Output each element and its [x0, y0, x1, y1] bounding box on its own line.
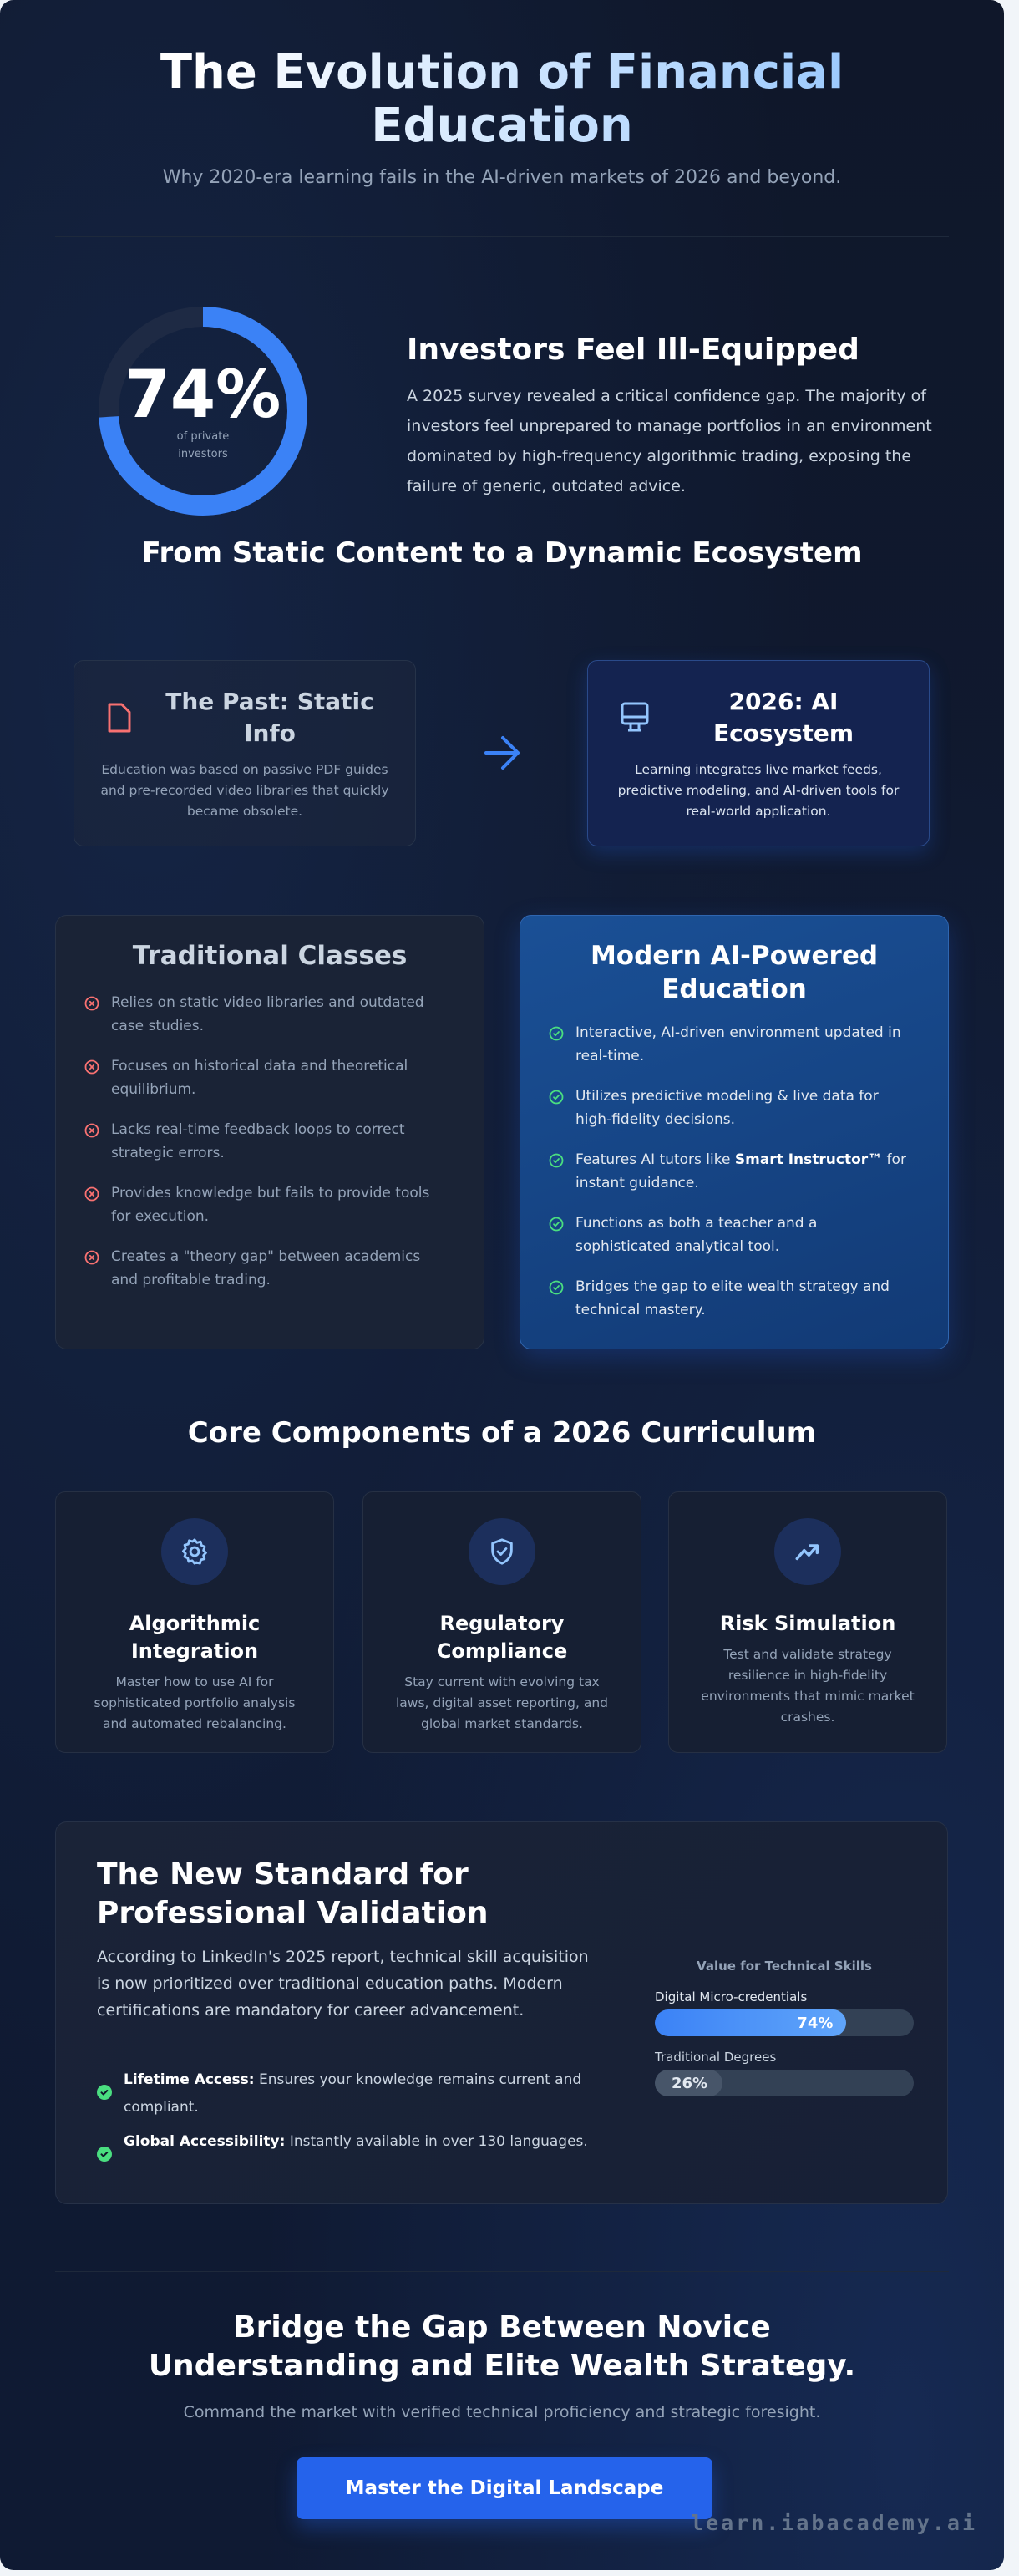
file-icon: [106, 701, 133, 738]
modern-title: Modern AI-Powered Education: [590, 941, 879, 1004]
stat-heading: Investors Feel Ill-Equipped: [407, 333, 859, 367]
list-item: [84, 991, 450, 1038]
past-desc: Education was based on passive PDF guides and pre-recorded video libraries that quickly became obsolete.: [100, 762, 389, 819]
traditional-classes-card: [55, 915, 484, 1349]
list-item-text: Bridges the gap to elite wealth strategy and technical mastery.: [575, 1278, 890, 1318]
modern-education-card: [520, 915, 949, 1349]
list-item-text: Interactive, AI-driven environment updated in real-time.: [575, 1024, 901, 1064]
shift-heading: From Static Content to a Dynamic Ecosystem: [141, 536, 863, 570]
core-card-risk: [668, 1491, 947, 1753]
shield-check-icon: [469, 1518, 535, 1585]
validation-bullet: [97, 2066, 598, 2121]
monitor-icon: [620, 701, 650, 738]
check-filled-icon: [97, 2147, 112, 2162]
check-circle-icon: [549, 1280, 564, 1295]
list-item: [84, 1054, 450, 1101]
core-card-regulatory: [362, 1491, 641, 1753]
bullet-desc: Instantly available in over 130 languages.: [285, 2133, 588, 2150]
validation-bullet: [97, 2128, 598, 2162]
bar-fill-micro-credentials: [655, 2009, 846, 2036]
arrow-right-icon: [483, 734, 523, 775]
traditional-list: [56, 973, 484, 1292]
check-circle-icon: [549, 1153, 564, 1168]
cta-heading: Bridge the Gap Between Novice Understanding and Elite Wealth Strategy.: [148, 2310, 856, 2383]
list-item: [84, 1181, 450, 1228]
list-item-text: Creates a "theory gap" between academics and profitable trading.: [111, 1248, 421, 1288]
check-filled-icon: [97, 2085, 112, 2100]
core-title: Regulatory Compliance: [436, 1612, 568, 1663]
past-card: [74, 660, 416, 846]
core-desc: Stay current with evolving tax laws, digital asset reporting, and global market standards.: [395, 1674, 609, 1731]
bullet-label: Lifetime Access:: [124, 2071, 255, 2088]
core-title: Risk Simulation: [719, 1612, 896, 1635]
bar-track-micro-credentials: [655, 2009, 914, 2036]
core-card-algorithmic: [55, 1491, 334, 1753]
list-item-text: Lacks real-time feedback loops to correct strategic errors.: [111, 1121, 405, 1161]
footer-url[interactable]: learn.iabacademy.ai: [691, 2511, 977, 2535]
page-subtitle: Why 2020-era learning fails in the AI-driven markets of 2026 and beyond.: [162, 167, 842, 188]
validation-body: According to LinkedIn's 2025 report, technical skill acquisition is now prioritized over traditional education paths. Modern certifications are mandatory for career advancement.: [97, 1948, 589, 2020]
ai-ecosystem-card: [587, 660, 930, 846]
core-desc: Test and validate strategy resilience in high-fidelity environments that mimic market crashes.: [701, 1647, 915, 1725]
stat-body: A 2025 survey revealed a critical confidence gap. The majority of investors feel unprepared to manage portfolios in an environment dominated by high-frequency algorithmic trading, exposing the failure of generic, outdated advice.: [407, 387, 932, 495]
list-item: [84, 1118, 450, 1165]
list-item-text: Focuses on historical data and theoretical equilibrium.: [111, 1058, 408, 1098]
past-title: The Past: Static Info: [165, 688, 374, 747]
core-desc: Master how to use AI for sophisticated portfolio analysis and automated rebalancing.: [94, 1674, 296, 1731]
gear-icon: [161, 1518, 228, 1585]
bar-label: Digital Micro-credentials: [655, 1989, 808, 2004]
chart-title: Value for Technical Skills: [697, 1959, 872, 1974]
check-circle-icon: [549, 1090, 564, 1105]
cta-subtitle: Command the market with verified technical proficiency and strategic foresight.: [183, 2403, 821, 2421]
validation-card: [55, 1821, 948, 2204]
list-item: [549, 1085, 915, 1131]
page-title: The Evolution of Financial Education: [0, 46, 1004, 153]
x-circle-icon: [84, 1186, 99, 1202]
list-item-text: [575, 1148, 915, 1195]
list-item-text-part: for instant guidance.: [575, 1151, 906, 1191]
list-item: [549, 1275, 915, 1322]
core-title: Algorithmic Integration: [129, 1612, 261, 1663]
bar-label: Traditional Degrees: [655, 2050, 777, 2065]
list-item-text: Utilizes predictive modeling & live data for high-fidelity decisions.: [575, 1088, 879, 1128]
list-item-text: Functions as both a teacher and a sophisticated analytical tool.: [575, 1215, 818, 1255]
x-circle-icon: [84, 1250, 99, 1265]
brand-name: Smart Instructor™: [734, 1151, 883, 1168]
list-item: [549, 1212, 915, 1258]
list-item: [549, 1148, 915, 1195]
list-item: [549, 1021, 915, 1068]
bar-value: 26%: [672, 2074, 708, 2092]
bullet-desc: Ensures your knowledge remains current and compliant.: [124, 2071, 582, 2116]
divider: [55, 2271, 949, 2272]
master-digital-landscape-button[interactable]: Master the Digital Landscape: [297, 2457, 712, 2519]
x-circle-icon: [84, 1123, 99, 1138]
bar-value: 74%: [797, 2014, 834, 2032]
bullet-text: [124, 2066, 598, 2121]
stat-caption: of private investors: [176, 430, 230, 460]
modern-list: [520, 1006, 948, 1322]
validation-heading: The New Standard for Professional Validation: [97, 1857, 489, 1930]
bar-fill-traditional-degrees: [655, 2070, 722, 2096]
bar-track-traditional-degrees: [655, 2070, 914, 2096]
list-item-text: Relies on static video libraries and outdated case studies.: [111, 994, 424, 1034]
list-item-text: Provides knowledge but fails to provide tools for execution.: [111, 1185, 430, 1225]
validation-bullets: [97, 2066, 598, 2168]
ai-desc: Learning integrates live market feeds, predictive modeling, and AI-driven tools for real-world application.: [617, 762, 900, 819]
check-circle-icon: [549, 1026, 564, 1041]
divider: [55, 236, 949, 237]
trending-up-icon: [774, 1518, 841, 1585]
x-circle-icon: [84, 1059, 99, 1075]
stat-value: 74%: [124, 358, 281, 433]
ai-title: 2026: AI Ecosystem: [712, 688, 854, 747]
core-heading: Core Components of a 2026 Curriculum: [187, 1416, 817, 1450]
bullet-label: Global Accessibility:: [124, 2133, 286, 2150]
x-circle-icon: [84, 996, 99, 1011]
bullet-text: [124, 2128, 588, 2162]
list-item-text-part: Features AI tutors like: [575, 1151, 735, 1168]
check-circle-icon: [549, 1217, 564, 1232]
traditional-title: Traditional Classes: [132, 941, 408, 971]
list-item: [84, 1245, 450, 1292]
